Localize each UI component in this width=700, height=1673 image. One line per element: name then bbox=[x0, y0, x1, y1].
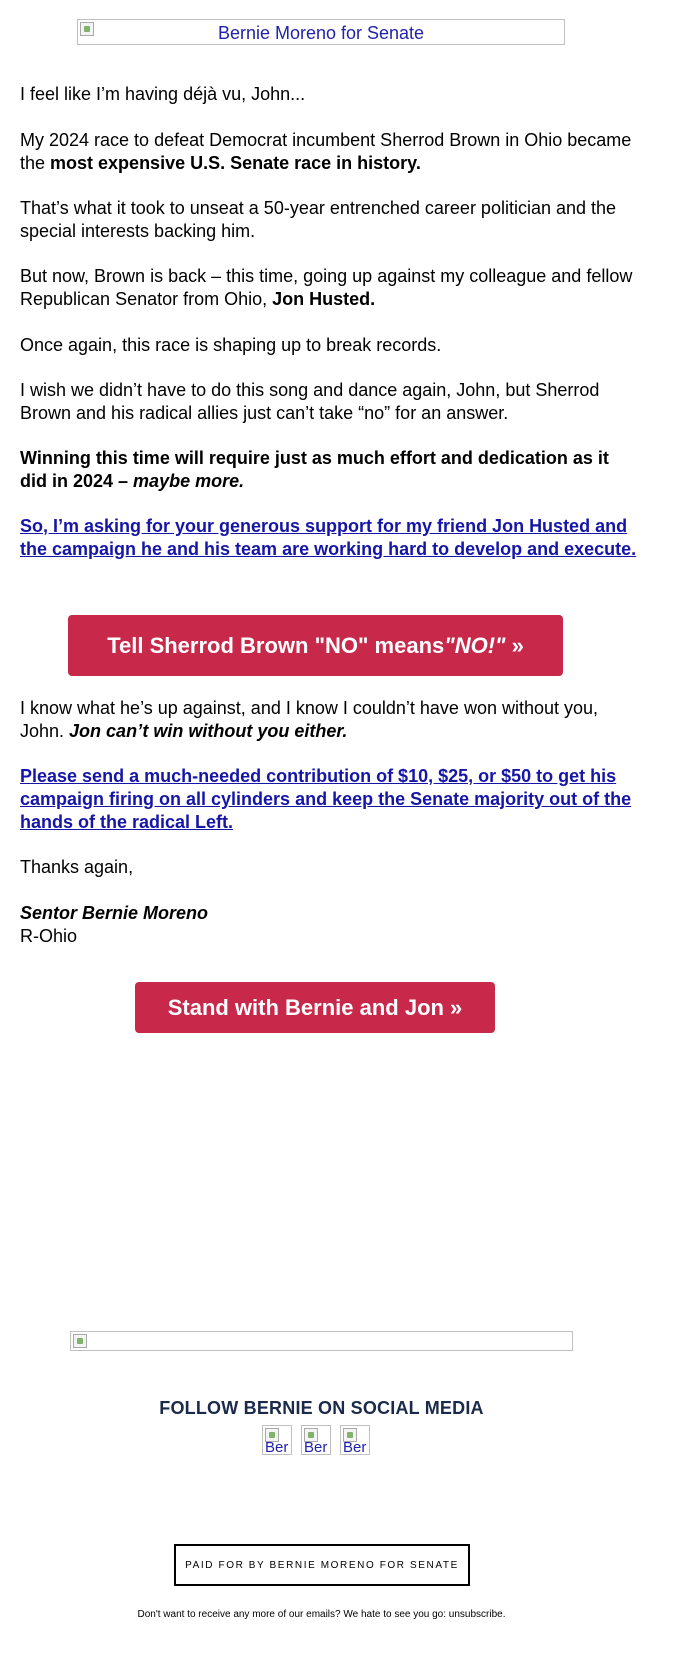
paragraph-records bbox=[20, 334, 640, 357]
footer-banner-image bbox=[70, 1331, 573, 1351]
paragraph-text: I feel like I’m having déjà vu, John... bbox=[20, 84, 306, 104]
button-label-arrow: » bbox=[505, 632, 524, 658]
paragraph-bold-italic-text: Jon can’t win without you either. bbox=[69, 721, 348, 741]
paragraph-thanks bbox=[20, 856, 640, 879]
social-alt-text: Ber bbox=[343, 1439, 367, 1455]
support-link[interactable]: So, I’m asking for your generous support for my friend Jon Husted and the campaign he and his team are working hard to develop and execute. bbox=[20, 516, 637, 559]
tell-sherrod-brown-button[interactable] bbox=[68, 615, 563, 676]
social-link-1[interactable] bbox=[262, 1425, 292, 1455]
paragraph-text: I wish we didn’t have to do this song and dance again, John, but Sherrod Brown and his radical allies just can’t take “no” for an answer. bbox=[20, 380, 600, 423]
unsubscribe-text[interactable]: Don't want to receive any more of our emails? We hate to see you go: unsubscribe. bbox=[137, 1609, 506, 1620]
stand-with-bernie-button[interactable] bbox=[135, 982, 495, 1033]
paragraph-text: That’s what it took to unseat a 50-year entrenched career politician and the special interests backing him. bbox=[20, 198, 617, 241]
paragraph-text: Thanks again, bbox=[20, 857, 134, 877]
broken-image-icon bbox=[73, 1334, 87, 1348]
paragraph-expensive-race bbox=[20, 129, 640, 175]
button-label: Tell Sherrod Brown "NO" means bbox=[107, 632, 445, 658]
signature-title: R-Ohio bbox=[20, 926, 78, 946]
paragraph-bold-text: Jon Husted. bbox=[272, 289, 376, 309]
paragraph-text: I know what he’s up against, and I know I couldn’t have won without you, John. bbox=[20, 698, 599, 741]
paragraph-italic-text: maybe more. bbox=[133, 471, 245, 491]
social-link-2[interactable] bbox=[301, 1425, 331, 1455]
paragraph-bold-text: most expensive U.S. Senate race in history. bbox=[50, 153, 421, 173]
social-link-3[interactable] bbox=[340, 1425, 370, 1455]
paragraph-text: But now, Brown is back – this time, going up against my colleague and fellow Republican Senator from Ohio, bbox=[20, 266, 633, 309]
paragraph-bold-text: Winning this time will require just as much effort and dedication as it did in 2024 – bbox=[20, 448, 609, 491]
header-logo-alt-text: Bernie Moreno for Senate bbox=[217, 23, 425, 43]
paid-for-text: PAID FOR BY BERNIE MORENO FOR SENATE bbox=[185, 1559, 459, 1571]
signature-block bbox=[20, 902, 640, 948]
support-paragraph bbox=[20, 515, 640, 561]
paragraph-up-against bbox=[20, 697, 640, 743]
paragraph-winning bbox=[20, 447, 640, 493]
button-label-italic: "NO!" bbox=[444, 632, 506, 658]
paid-for-disclaimer bbox=[174, 1544, 470, 1586]
signature-name: Sentor Bernie Moreno bbox=[20, 903, 209, 923]
social-alt-text: Ber bbox=[304, 1439, 328, 1455]
contribution-link[interactable]: Please send a much-needed contribution of $10, $25, or $50 to get his campaign firing on all cylinders and keep the Senate majority out of the hands of the radical Left. bbox=[20, 766, 632, 832]
contribution-paragraph bbox=[20, 765, 640, 834]
paragraph-deja-vu bbox=[20, 83, 640, 106]
button-label: Stand with Bernie and Jon » bbox=[167, 994, 463, 1020]
paragraph-song-dance bbox=[20, 379, 640, 425]
paragraph-unseat bbox=[20, 197, 640, 243]
paragraph-brown-back bbox=[20, 265, 640, 311]
follow-heading: FOLLOW BERNIE ON SOCIAL MEDIA bbox=[159, 1398, 484, 1418]
social-alt-text: Ber bbox=[265, 1439, 289, 1455]
header-logo-image[interactable] bbox=[77, 19, 565, 45]
unsubscribe-notice[interactable] bbox=[0, 1609, 643, 1620]
paragraph-text: My 2024 race to defeat Democrat incumbent Sherrod Brown in Ohio became the bbox=[20, 130, 632, 173]
paragraph-text: Once again, this race is shaping up to break records. bbox=[20, 335, 442, 355]
